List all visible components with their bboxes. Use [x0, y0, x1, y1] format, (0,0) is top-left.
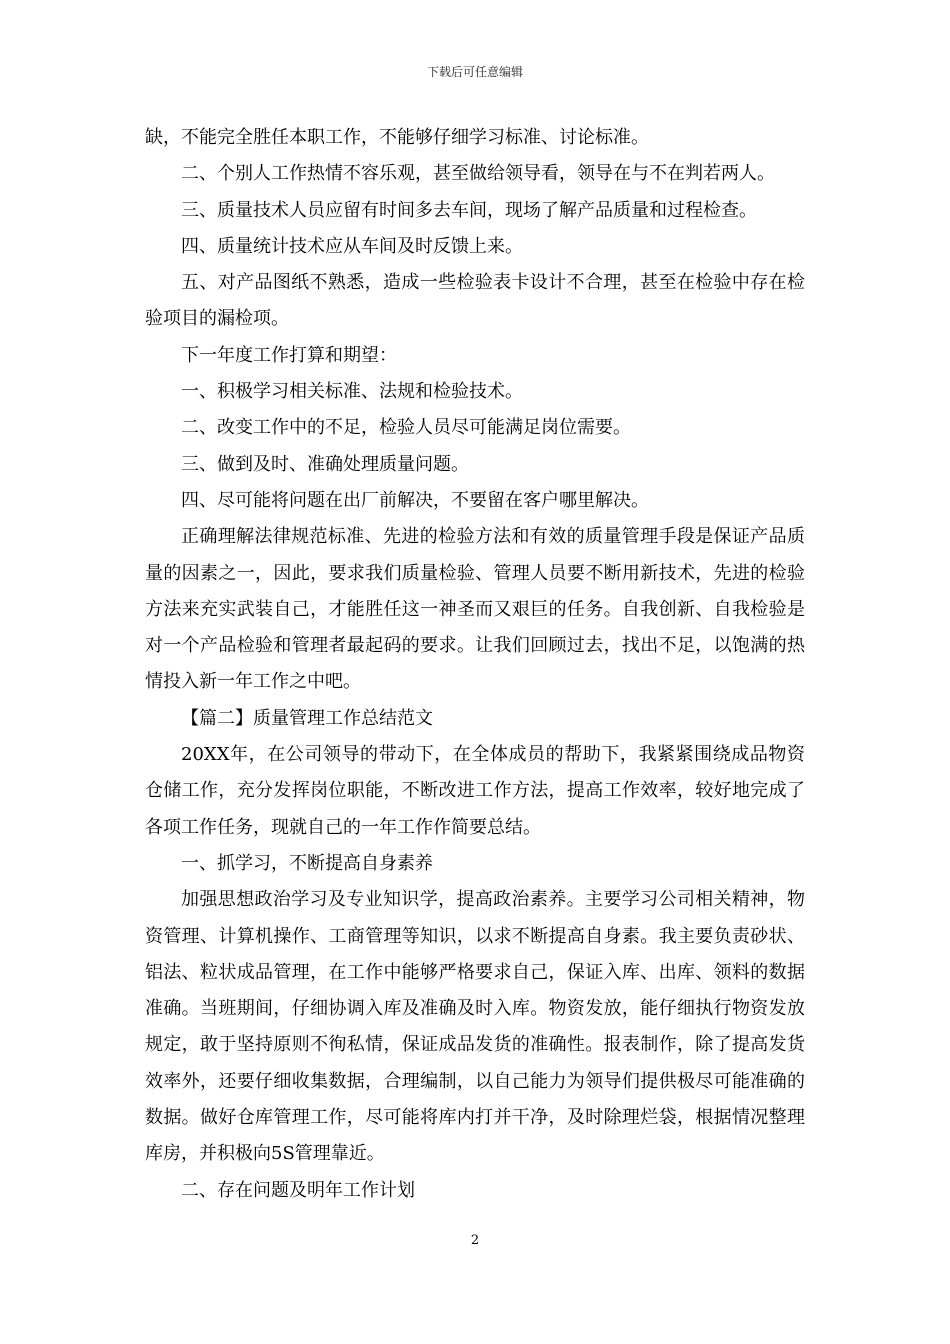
paragraph: 20XX年，在公司领导的带动下，在全体成员的帮助下，我紧紧围绕成品物资仓储工作，充分发挥岗位职能，不断改进工作方法，提高工作效率，较好地完成了各项工作任务，现就自己的一年工作作简要总结。 — [145, 744, 805, 838]
page-number: 2 — [470, 1233, 480, 1248]
document-body — [145, 120, 805, 1209]
section-heading: 下一年度工作打算和期望： — [181, 344, 397, 366]
paragraph: 一、积极学习相关标准、法规和检验技术。 — [181, 381, 523, 403]
section-heading: 一、抓学习，不断提高自身素养 — [181, 852, 433, 874]
paragraph: 四、尽可能将问题在出厂前解决，不要留在客户哪里解决。 — [181, 489, 649, 511]
section-heading: 二、存在问题及明年工作计划 — [181, 1179, 415, 1201]
paragraph: 三、做到及时、准确处理质量问题。 — [181, 453, 469, 475]
page-header: 下载后可任意编辑 — [426, 65, 523, 79]
paragraph: 二、个别人工作热情不容乐观，甚至做给领导看，领导在与不在判若两人。 — [181, 163, 775, 185]
paragraph: 五、对产品图纸不熟悉，造成一些检验表卡设计不合理，甚至在检验中存在检验项目的漏检项。 — [145, 272, 805, 330]
paragraph: 二、改变工作中的不足，检验人员尽可能满足岗位需要。 — [181, 417, 631, 439]
section-title: 【篇二】质量管理工作总结范文 — [181, 707, 433, 729]
paragraph: 加强思想政治学习及专业知识学，提高政治素养。主要学习公司相关精神，物资管理、计算机操作、工商管理等知识，以求不断提高自身素。我主要负责砂状、铝法、粒状成品管理，在工作中能够严格要求自己，保证入库、出库、领料的数据准确。当班期间，仔细协调入库及准确及时入库。物资发放，能仔细执行物资发放规定，敢于坚持原则不徇私情，保证成品发货的准确性。报表制作，除了提高发货效率外，还要仔细收集数据，合理编制，以自己能力为领导们提供极尽可能准确的数据。做好仓库管理工作，尽可能将库内打并干净，及时除理烂袋，根据情况整理库房，并积极向5S管理靠近。 — [145, 889, 805, 1165]
paragraph: 缺，不能完全胜任本职工作，不能够仔细学习标准、讨论标准。 — [145, 127, 649, 148]
paragraph: 四、质量统计技术应从车间及时反馈上来。 — [181, 235, 523, 257]
paragraph: 正确理解法律规范标准、先进的检验方法和有效的质量管理手段是保证产品质量的因素之一，因此，要求我们质量检验、管理人员要不断用新技术，先进的检验方法来充实武装自己，才能胜任这一神圣而又艰巨的任务。自我创新、自我检验是对一个产品检验和管理者最起码的要求。让我们回顾过去，找出不足，以饱满的热情投入新一年工作之中吧。 — [145, 526, 805, 693]
paragraph: 三、质量技术人员应留有时间多去车间，现场了解产品质量和过程检查。 — [181, 199, 757, 221]
